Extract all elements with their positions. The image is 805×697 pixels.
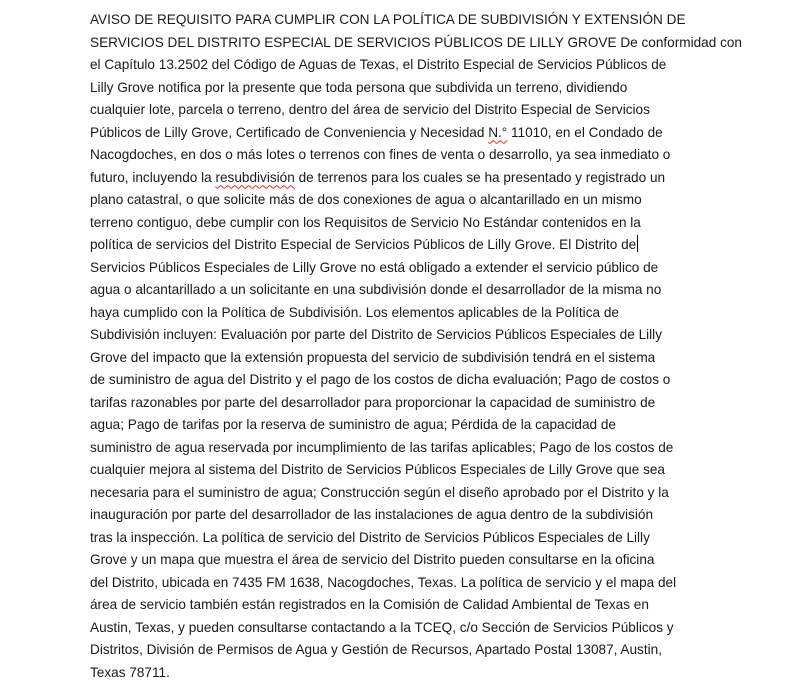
text-line-8-end: de terrenos para los cuales se ha presentado y registrado un bbox=[294, 169, 666, 185]
text-line-2: SERVICIOS DEL DISTRITO ESPECIAL DE SERVICIOS PÚBLICOS DE LILLY GROVE De conformidad con bbox=[90, 34, 742, 50]
text-line-8-start: futuro, incluyendo la bbox=[90, 169, 216, 185]
spellcheck-flagged-word[interactable]: resubdivisión bbox=[215, 169, 295, 185]
text-line-30: Texas 78711. bbox=[90, 664, 170, 680]
text-line-8 bbox=[90, 167, 714, 190]
text-line-19: agua; Pago de tarifas por la reserva de suministro de agua; Pérdida de la capacidad de bbox=[90, 417, 616, 432]
text-line-20: suministro de agua reservada por incumplimiento de las tarifas aplicables; Pago de los costos de bbox=[90, 439, 674, 455]
text-line-16: Grove del impacto que la extensión propuesta del servicio de subdivisión tendrá en el sistema bbox=[90, 349, 656, 365]
text-line-10: terreno contiguo, debe cumplir con los Requisitos de Servicio No Estándar contenidos en la bbox=[90, 214, 641, 230]
text-line-12: Servicios Públicos Especiales de Lilly Grove no está obligado a extender el servicio público de bbox=[90, 259, 659, 275]
text-line-11 bbox=[90, 234, 714, 257]
text-line-22: necesaria para el suministro de agua; Construcción según el diseño aprobado por el Distrito y la bbox=[90, 484, 669, 500]
text-line-28: Austin, Texas, y pueden consultarse contactando a la TCEQ, c/o Sección de Servicios Públicos y bbox=[90, 619, 674, 635]
text-line-9: plano catastral, o que solicite más de dos conexiones de agua o alcantarillado en un mismo bbox=[90, 192, 642, 207]
text-line-26: del Distrito, ubicada en 7435 FM 1638, Nacogdoches, Texas. La política de servicio y el mapa del bbox=[90, 574, 677, 590]
text-line-25: Grove y un mapa que muestra el área de servicio del Distrito pueden consultarse en la oficina bbox=[90, 552, 655, 567]
text-line-27: área de servicio también están registrados en la Comisión de Calidad Ambiental de Texas en bbox=[90, 597, 649, 612]
text-line-1: AVISO DE REQUISITO PARA CUMPLIR CON LA POLÍTICA DE SUBDIVISIÓN Y EXTENSIÓN DE bbox=[90, 12, 686, 27]
text-line-6-end: 11010, en el Condado de bbox=[507, 124, 663, 140]
text-line-15: Subdivisión incluyen: Evaluación por parte del Distrito de Servicios Públicos Especiales de Lilly bbox=[90, 327, 662, 342]
text-line-14: haya cumplido con la Política de Subdivisión. Los elementos aplicables de la Política de bbox=[90, 304, 619, 320]
text-line-3: el Capítulo 13.2502 del Código de Aguas de Texas, el Distrito Especial de Servicios Públicos de bbox=[90, 57, 667, 72]
text-line-7: Nacogdoches, en dos o más lotes o terrenos con fines de venta o desarrollo, ya sea inmediato o bbox=[90, 147, 671, 162]
text-line-24: tras la inspección. La política de servicio del Distrito de Servicios Públicos Especiales de Lilly bbox=[90, 529, 650, 545]
text-line-18: tarifas razonables por parte del desarrollador para proporcionar la capacidad de suministro de bbox=[90, 394, 656, 410]
text-line-29: Distritos, División de Permisos de Agua y Gestión de Recursos, Apartado Postal 13087, Austin, bbox=[90, 642, 662, 657]
text-line-6-start: Públicos de Lilly Grove, Certificado de Conveniencia y Necesidad bbox=[90, 124, 489, 140]
text-line-4: Lilly Grove notifica por la presente que toda persona que subdivida un terreno, dividiendo bbox=[90, 79, 628, 95]
document-body[interactable] bbox=[90, 9, 742, 684]
text-line-23: inauguración por parte del desarrollador de las instalaciones de agua dentro de la subdivisión bbox=[90, 507, 653, 522]
text-line-11-content: política de servicios del Distrito Especial de Servicios Públicos de Lilly Grove. El Distrito de bbox=[90, 237, 637, 252]
text-cursor bbox=[637, 235, 638, 252]
text-line-13: agua o alcantarillado a un solicitante en una subdivisión donde el desarrollador de la misma no bbox=[90, 282, 662, 297]
spellcheck-flagged-word[interactable]: N.° bbox=[488, 124, 508, 140]
text-line-17: de suministro de agua del Distrito y el pago de los costos de dicha evaluación; Pago de costos o bbox=[90, 372, 671, 387]
text-line-5: cualquier lote, parcela o terreno, dentro del área de servicio del Distrito Especial de Servicios bbox=[90, 102, 650, 117]
text-line-6 bbox=[90, 122, 714, 145]
text-line-21: cualquier mejora al sistema del Distrito de Servicios Públicos Especiales de Lilly Grove que sea bbox=[90, 462, 665, 477]
